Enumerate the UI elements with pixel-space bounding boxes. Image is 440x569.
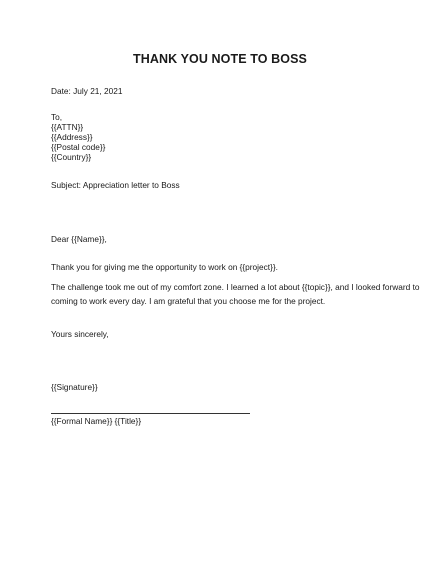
closing: Yours sincerely,	[51, 329, 109, 339]
recipient-to: To,	[51, 112, 63, 122]
date-line: Date: July 21, 2021	[51, 86, 123, 96]
salutation: Dear {{Name}},	[51, 234, 107, 244]
signature-line	[51, 413, 250, 414]
document-title: THANK YOU NOTE TO BOSS	[133, 52, 307, 66]
subject-line: Subject: Appreciation letter to Boss	[51, 180, 180, 190]
address-attn: {{ATTN}}	[51, 122, 84, 132]
address-postal-code: {{Postal code}}	[51, 142, 106, 152]
address-country: {{Country}}	[51, 152, 92, 162]
body-paragraph-2-line-2: coming to work every day. I am grateful that you choose me for the project.	[51, 296, 326, 306]
address-street: {{Address}}	[51, 132, 93, 142]
body-paragraph-2-line-1: The challenge took me out of my comfort zone. I learned a lot about {{topic}}, and I looked forward to	[51, 282, 420, 292]
formal-name-title: {{Formal Name}} {{Title}}	[51, 416, 142, 426]
signature-placeholder: {{Signature}}	[51, 382, 98, 392]
body-paragraph-1: Thank you for giving me the opportunity to work on {{project}}.	[51, 262, 278, 272]
